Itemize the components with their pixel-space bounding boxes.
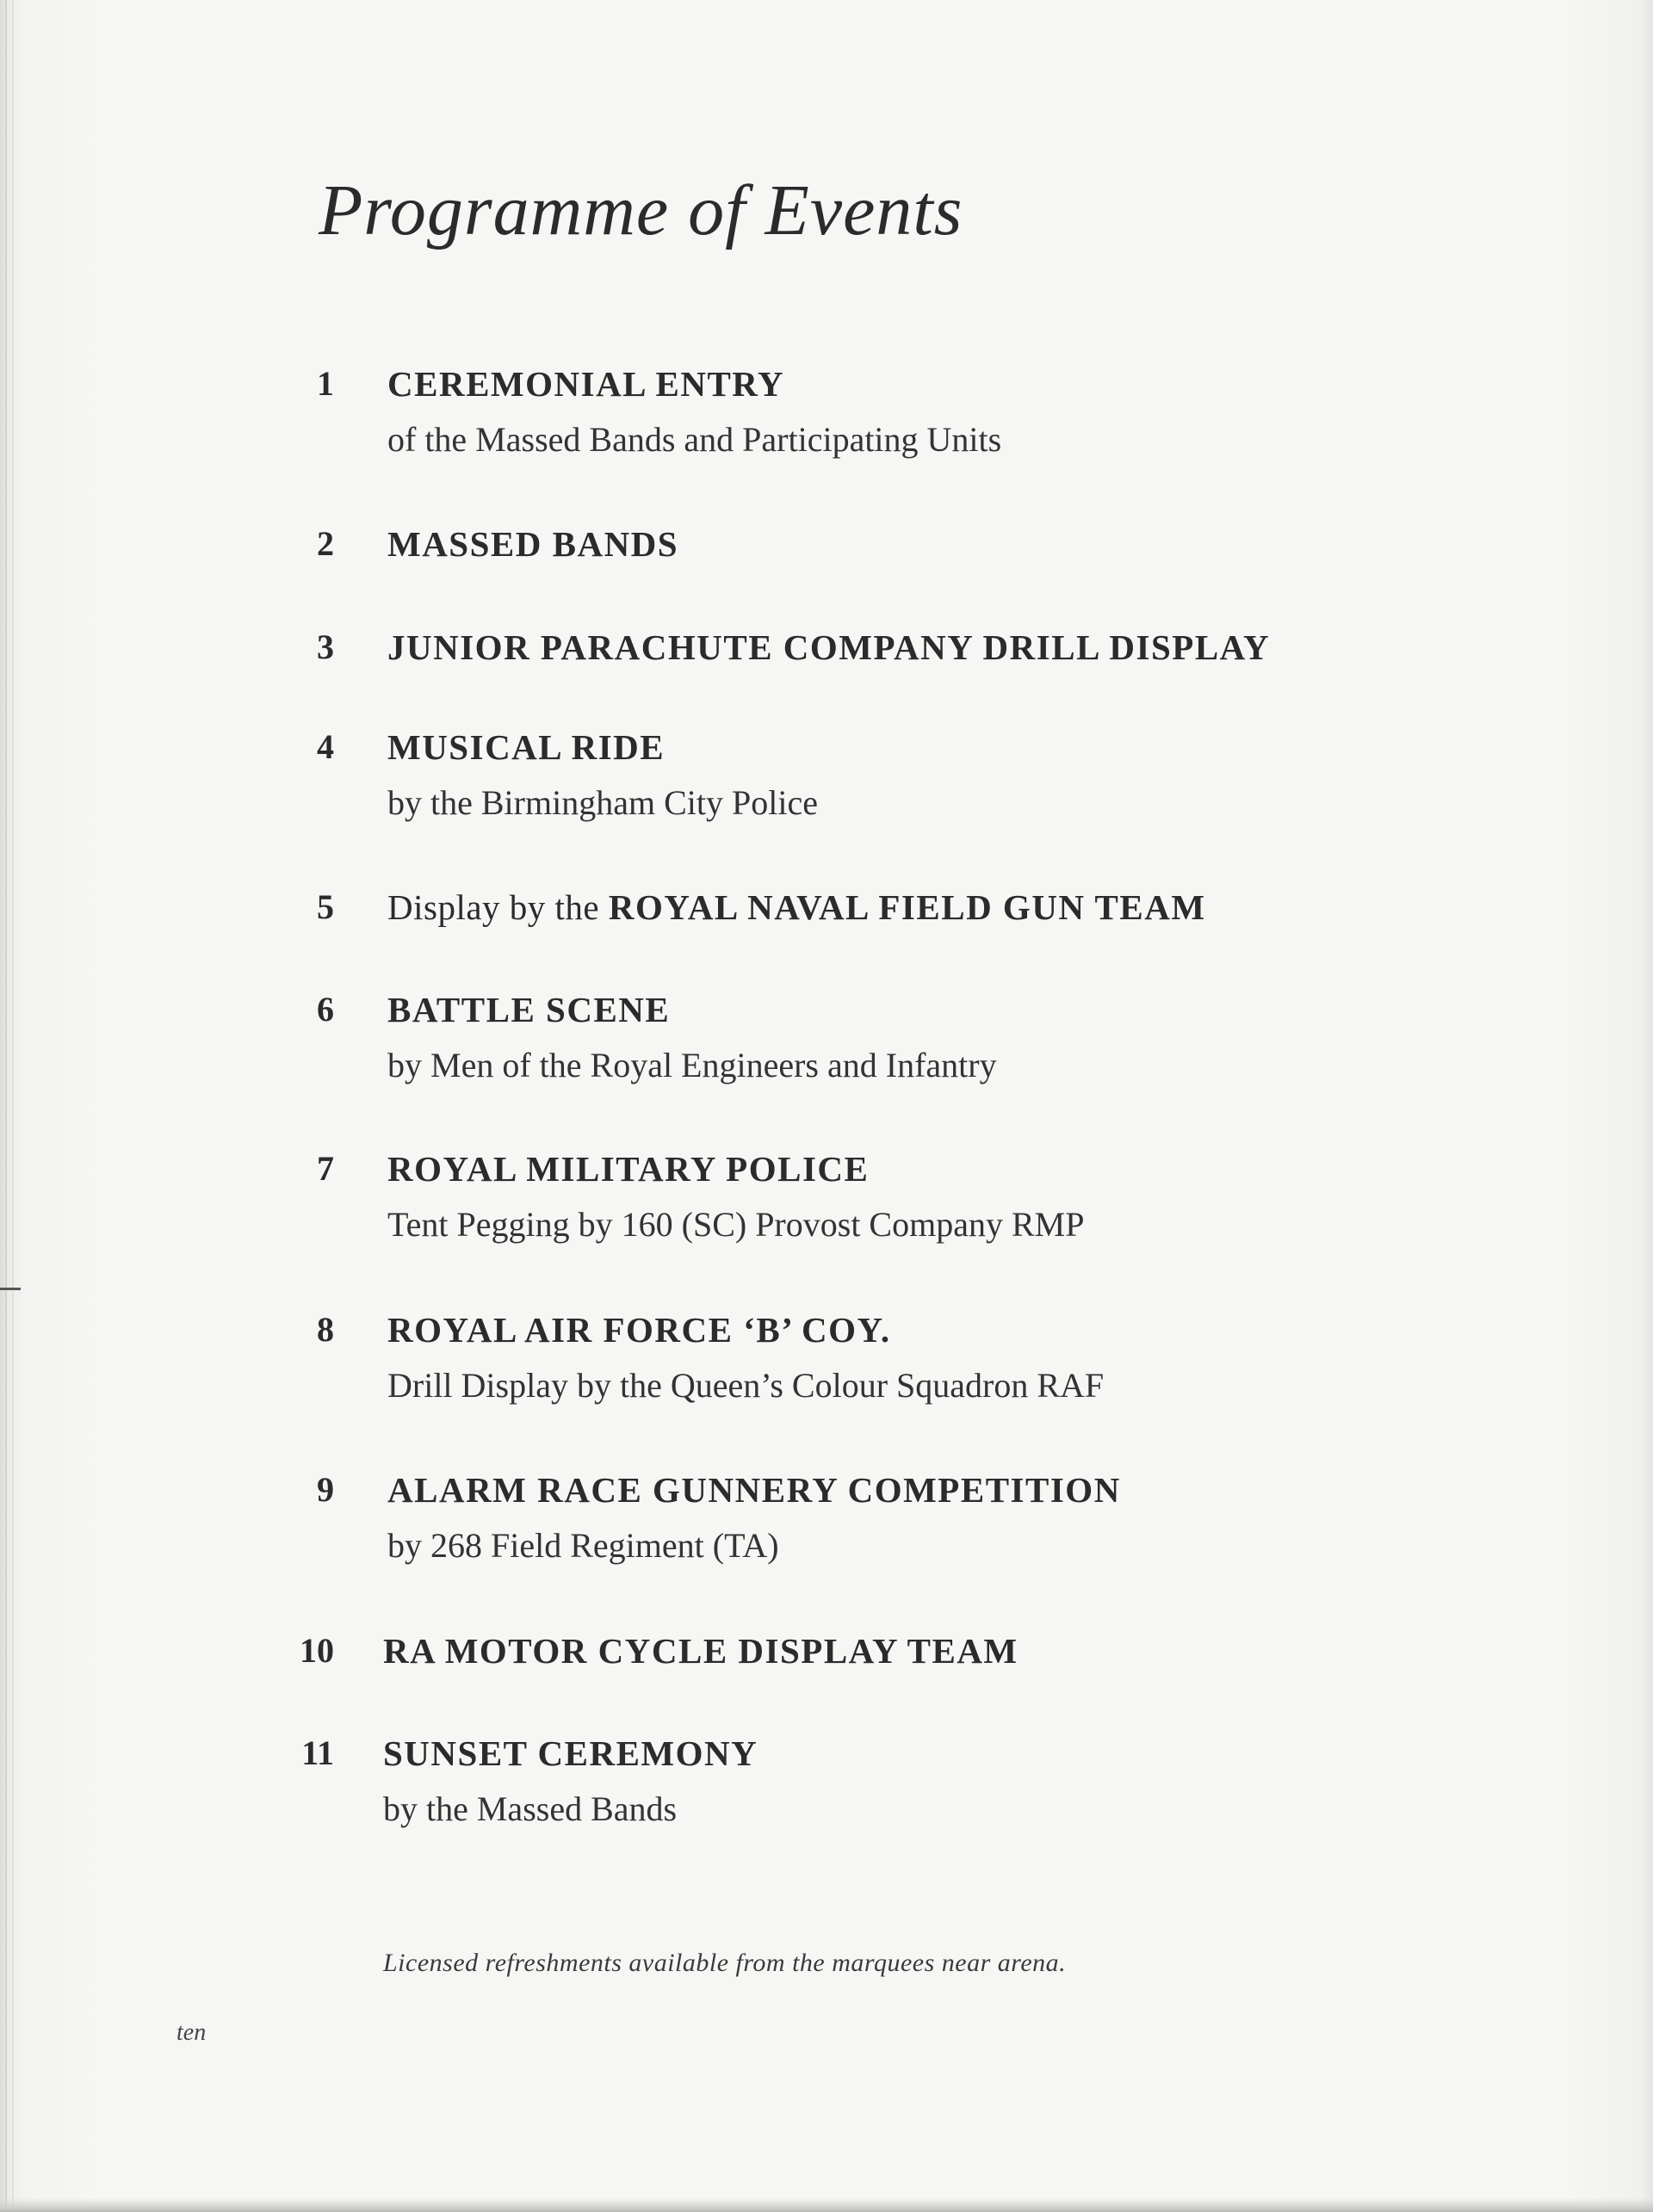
event-heading: ALARM RACE GUNNERY COMPETITION — [387, 1470, 1121, 1510]
event-body — [387, 364, 1002, 459]
event-body — [387, 1470, 1121, 1565]
refreshments-note: Licensed refreshments available from the marquees near arena. — [383, 1949, 1067, 1977]
event-number: 11 — [301, 1733, 334, 1772]
event-number: 5 — [317, 887, 334, 926]
page-number: ten — [176, 2019, 207, 2046]
event-subtitle: Tent Pegging by 160 (SC) Provost Company RMP — [387, 1205, 1085, 1244]
event-heading: ROYAL AIR FORCE ‘B’ COY. — [387, 1310, 891, 1350]
event-number: 10 — [300, 1631, 334, 1670]
event-heading: JUNIOR PARACHUTE COMPANY DRILL DISPLAY — [387, 627, 1271, 667]
event-heading-emphasis: ROYAL NAVAL FIELD GUN TEAM — [608, 887, 1206, 927]
event-subtitle: by 268 Field Regiment (TA) — [387, 1526, 779, 1565]
event-number: 2 — [317, 524, 334, 563]
event-number: 4 — [317, 727, 334, 766]
event-heading: CEREMONIAL ENTRY — [387, 364, 785, 404]
page-bottom-edge — [0, 2198, 1653, 2212]
event-body — [387, 887, 1206, 927]
event-body — [387, 992, 997, 1083]
event-body — [383, 1631, 1018, 1671]
event-subtitle: by the Birmingham City Police — [387, 783, 818, 822]
event-heading: ROYAL MILITARY POLICE — [387, 1149, 870, 1189]
event-body — [387, 727, 818, 822]
event-heading: MUSICAL RIDE — [387, 727, 666, 767]
binding-mark — [0, 1288, 21, 1290]
event-subtitle: by Men of the Royal Engineers and Infantry — [387, 1046, 997, 1084]
event-body — [387, 1149, 1085, 1244]
event-body — [387, 524, 679, 564]
event-subtitle: Drill Display by the Queen’s Colour Squadron RAF — [387, 1366, 1105, 1405]
binding-edge-line — [12, 0, 14, 2212]
event-body — [383, 1733, 758, 1828]
event-heading — [387, 887, 1206, 927]
event-prefix: Display by the — [387, 887, 609, 927]
binding-edge-line — [5, 0, 7, 2212]
event-heading: MASSED BANDS — [387, 524, 679, 564]
event-number: 3 — [317, 627, 334, 666]
event-subtitle: of the Massed Bands and Participating Units — [387, 420, 1002, 459]
event-body — [387, 627, 1271, 667]
page-title: Programme of Events — [319, 170, 963, 250]
event-heading: RA MOTOR CYCLE DISPLAY TEAM — [383, 1631, 1018, 1671]
event-number: 9 — [317, 1470, 334, 1509]
event-number: 6 — [317, 990, 334, 1029]
event-subtitle: by the Massed Bands — [383, 1789, 678, 1828]
event-number: 8 — [317, 1310, 334, 1349]
event-body — [387, 1310, 1105, 1405]
event-number: 1 — [317, 364, 334, 403]
event-heading: SUNSET CEREMONY — [383, 1733, 758, 1773]
event-heading: BATTLE SCENE — [387, 990, 671, 1029]
event-number: 7 — [317, 1149, 334, 1188]
